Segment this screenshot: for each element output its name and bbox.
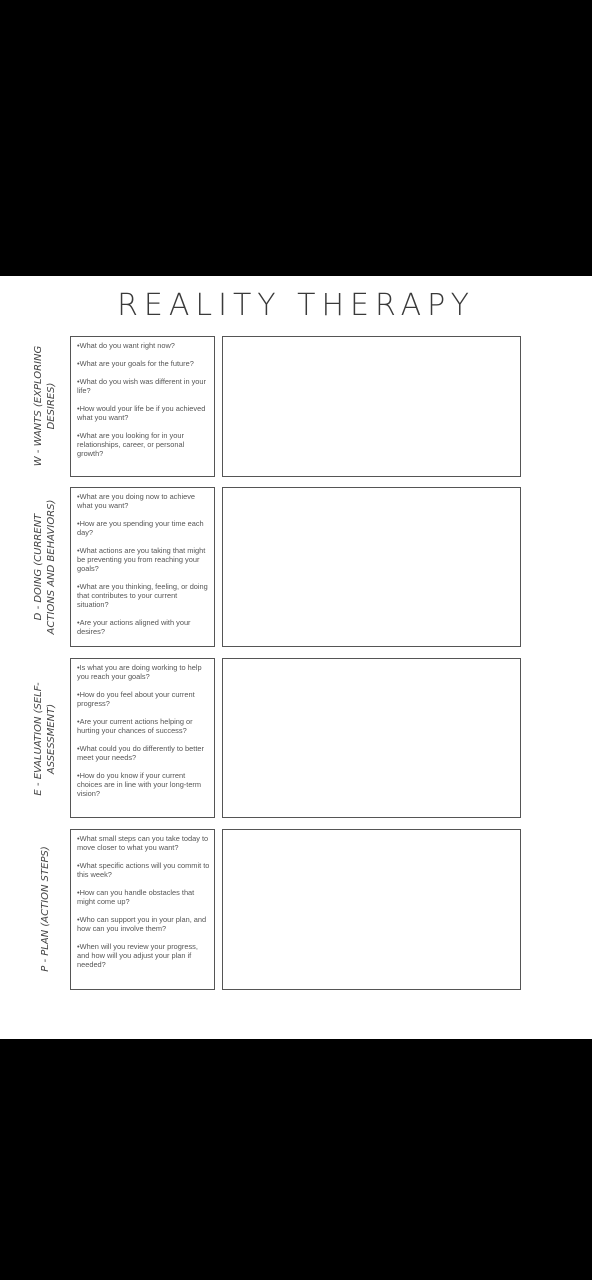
question-item: • What do you want right now? [77,341,210,350]
question-item: • What specific actions will you commit to this week? [77,861,210,879]
questions-box-evaluation [70,658,215,818]
top-black-bar [0,0,592,276]
question-item: • Are your current actions helping or hurting your chances of success? [77,717,210,735]
answer-box-doing[interactable] [222,487,521,647]
question-item: • How are you spending your time each day? [77,519,210,537]
questions-box-doing [70,487,215,647]
worksheet-page [0,276,592,1039]
questions-box-wants [70,336,215,477]
questions-box-plan [70,829,215,990]
question-item: • Who can support you in your plan, and how can you involve them? [77,915,210,933]
section-label-evaluation: E - EVALUATION (SELF-ASSESSMENT) [33,682,57,796]
section-label-doing: D - DOING (CURRENT ACTIONS AND BEHAVIORS) [33,499,57,635]
question-item: • How do you know if your current choices are in line with your long-term vision? [77,771,210,798]
question-item: • Are your actions aligned with your desires? [77,618,210,636]
question-item: • What are you doing now to achieve what you want? [77,492,210,510]
bottom-black-bar [0,1039,592,1280]
question-item: • What are you thinking, feeling, or doing that contributes to your current situation? [77,582,210,609]
section-label-wants: W - WANTS (EXPLORING DESIRES) [33,345,57,467]
question-item: • What small steps can you take today to move closer to what you want? [77,834,210,852]
question-item: • What are your goals for the future? [77,359,210,368]
question-item: • How do you feel about your current progress? [77,690,210,708]
question-item: • What do you wish was different in your life? [77,377,210,395]
question-item: • What actions are you taking that might be preventing you from reaching your goals? [77,546,210,573]
question-item: • Is what you are doing working to help you reach your goals? [77,663,210,681]
question-item: • What are you looking for in your relationships, career, or personal growth? [77,431,210,458]
question-item: • When will you review your progress, and how will you adjust your plan if needed? [77,942,210,969]
section-label-plan: P - PLAN (ACTION STEPS) [39,846,51,972]
answer-box-wants[interactable] [222,336,521,477]
page-title: REALITY THERAPY [117,288,475,323]
question-item: • How would your life be if you achieved what you want? [77,404,210,422]
question-item: • How can you handle obstacles that might come up? [77,888,210,906]
question-item: • What could you do differently to better meet your needs? [77,744,210,762]
answer-box-plan[interactable] [222,829,521,990]
answer-box-evaluation[interactable] [222,658,521,818]
